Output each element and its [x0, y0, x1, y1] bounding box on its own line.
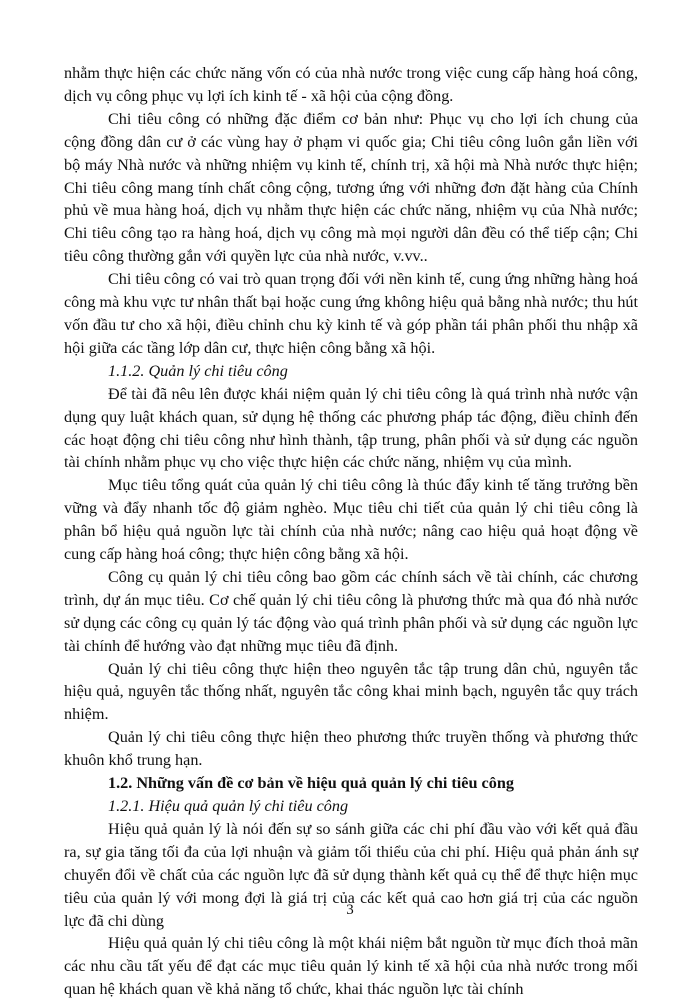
paragraph-8: Quản lý chi tiêu công thực hiện theo phương thức truyền thống và phương thức khuôn khổ trung hạn. — [64, 728, 638, 770]
paragraph-2: Chi tiêu công có những đặc điểm cơ bản như: Phục vụ cho lợi ích chung của cộng đồng dân cư ở các vùng hay ở phạm vi quốc gia; Chi tiêu công luôn gắn liền với bộ máy Nhà nước và những nhiệm vụ kinh tế, chính trị, xã hội mà Nhà nước thực hiện; Chi tiêu công mang tính chất công cộng, tương ứng với những đơn đặt hàng của Chính phủ về mua hàng hoá, dịch vụ nhằm thực hiện các chức năng, nhiệm vụ của Nhà nước; Chi tiêu công tạo ra hàng hoá, dịch vụ công mà mọi người dân đều có thể tiếp cận; Chi tiêu công thường gắn với quyền lực của nhà nước, v.vv.. — [64, 109, 638, 266]
paragraph-1: nhằm thực hiện các chức năng vốn có của nhà nước trong việc cung cấp hàng hoá công, dịch vụ công phục vụ lợi ích kinh tế - xã hội của cộng đồng. — [64, 64, 638, 105]
subheading-1-1-2: 1.1.2. Quản lý chi tiêu công — [108, 361, 288, 380]
heading-1-2: 1.2. Những vấn đề cơ bản về hiệu quả quản lý chi tiêu công — [108, 774, 514, 793]
paragraph-9: Hiệu quả quản lý là nói đến sự so sánh giữa các chi phí đầu vào với kết quả đầu ra, sự gia tăng tối đa của lợi nhuận và giảm tối thiểu của chi phí. Hiệu quả phản ánh sự chuyển đổi về chất của các nguồn lực đã sử dụng thành kết quả cụ thể để thực hiện mục tiêu của quản lý với mong đợi là giá trị của các kết quả cao hơn giá trị của các nguồn lực đã chi dùng — [64, 819, 638, 930]
paragraph-10: Hiệu quả quản lý chi tiêu công là một khái niệm bắt nguồn từ mục đích thoả mãn các nhu cầu tất yếu để đạt các mục tiêu quản lý kinh tế xã hội của nhà nước trong mối quan hệ khách quan về khả năng tổ chức, khai thác nguồn lực tài chính — [64, 934, 638, 999]
paragraph-7: Quản lý chi tiêu công thực hiện theo nguyên tắc tập trung dân chủ, nguyên tắc hiệu quả, nguyên tắc thống nhất, nguyên tắc công khai minh bạch, nguyên tắc quy trách nhiệm. — [64, 659, 638, 724]
page-number: 3 — [346, 902, 354, 918]
document-page — [64, 62, 638, 1001]
paragraph-3: Chi tiêu công có vai trò quan trọng đối với nền kinh tế, cung ứng những hàng hoá công mà khu vực tư nhân thất bại hoặc cung ứng không hiệu quả bằng nhà nước; thu hút vốn đầu tư cho xã hội, điều chỉnh chu kỳ kinh tế và góp phần tái phân phối thu nhập xã hội giữa các tầng lớp dân cư, thực hiện công bằng xã hội. — [64, 270, 638, 357]
subheading-1-2-1: 1.2.1. Hiệu quả quản lý chi tiêu công — [108, 797, 349, 815]
paragraph-5: Mục tiêu tổng quát của quản lý chi tiêu công là thúc đẩy kinh tế tăng trưởng bền vững và đẩy nhanh tốc độ giảm nghèo. Mục tiêu chi tiết của quản lý chi tiêu công là phân bổ hiệu quả nguồn lực tài chính của nhà nước; nâng cao hiệu quả hoạt động về cung cấp hàng hoá công; thực hiện công bằng xã hội. — [64, 476, 638, 564]
paragraph-6: Công cụ quản lý chi tiêu công bao gồm các chính sách về tài chính, các chương trình, dự án mục tiêu. Cơ chế quản lý chi tiêu công là phương thức mà qua đó nhà nước sử dụng các công cụ quản lý tác động vào quá trình phân phối và sử dụng các nguồn lực tài chính để hướng vào đạt những mục tiêu đã định. — [64, 567, 638, 655]
paragraph-4: Để tài đã nêu lên được khái niệm quản lý chi tiêu công là quá trình nhà nước vận dụng quy luật khách quan, sử dụng hệ thống các phương pháp tác động, điều chỉnh đến các hoạt động chi tiêu công như hình thành, tập trung, phân phối và sử dụng các nguồn tài chính nhằm phục vụ cho việc thực hiện các chức năng, nhiệm vụ của mình. — [64, 384, 638, 472]
